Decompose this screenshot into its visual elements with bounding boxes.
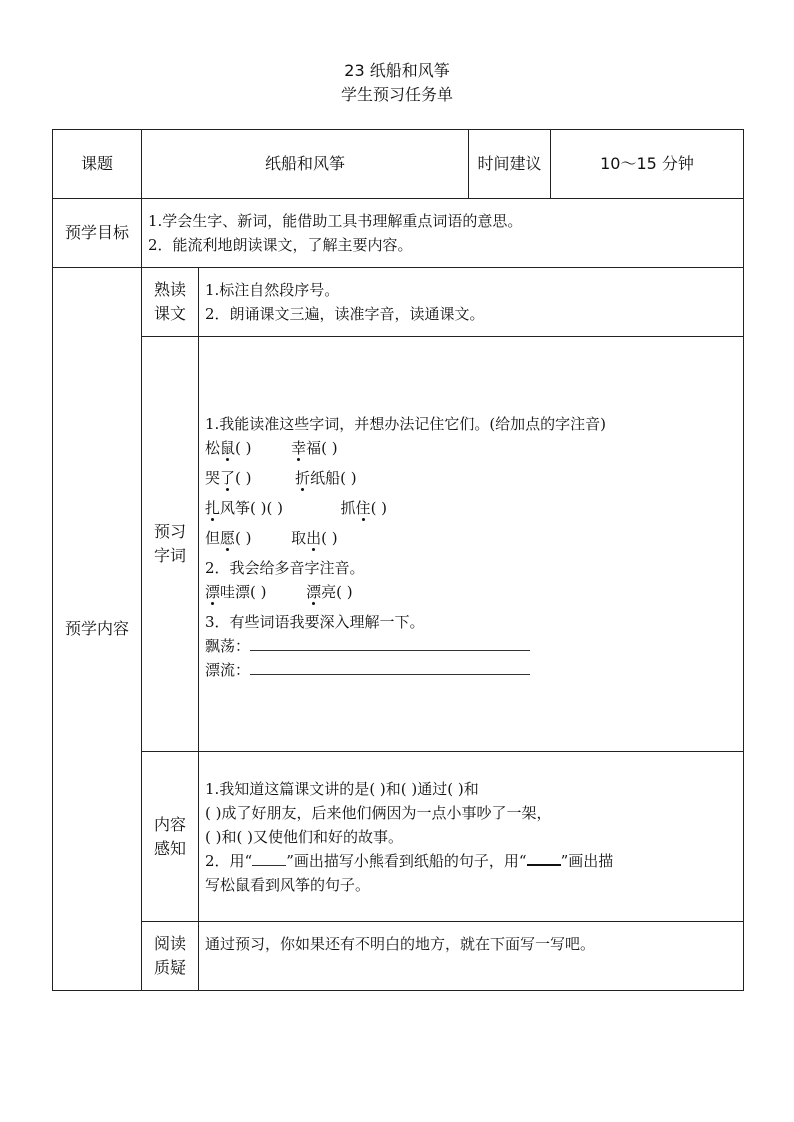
perception-line-2: ( )成了好朋友，后来他们俩因为一点小事吵了一架，: [205, 803, 552, 822]
polyphone-line: 漂哇漂( ) 漂亮( ): [205, 583, 353, 601]
perception-line-5: 写松鼠看到风筝的句子。: [205, 875, 371, 894]
reading-line-1: 1.标注自然段序号。: [205, 281, 340, 299]
word-line-1: 松鼠( ) 幸福( ): [205, 439, 338, 457]
dotted-char: 折: [295, 469, 311, 487]
dotted-char: 住: [355, 499, 371, 517]
topic-value: 纸船和风筝: [142, 130, 469, 199]
words-q1: 1.我能读准这些字词，并想办法记住它们。(给加点的字注音): [205, 415, 607, 433]
worksheet-subtitle: 学生预习任务单: [340, 85, 453, 104]
question-row: [53, 922, 744, 991]
time-value: 10～15 分钟: [551, 130, 744, 199]
reading-row: [53, 268, 744, 337]
perception-line-3: ( )和( )又使他们和好的故事。: [205, 827, 403, 846]
content-label: 预学内容: [53, 268, 142, 991]
dotted-char: 了: [220, 469, 236, 487]
goal-content: [142, 199, 744, 268]
goal-line-2: 2．能流利地朗读课文，了解主要内容。: [148, 236, 413, 254]
word-line-4: 但愿( ) 取出( ): [205, 529, 338, 547]
dotted-char: 扎: [205, 499, 221, 517]
words-row: [53, 337, 744, 752]
dotted-char: 愿: [220, 529, 236, 547]
thin-underline-symbol: [252, 853, 286, 866]
time-label: 时间建议: [469, 130, 551, 199]
dotted-char: 漂: [306, 583, 322, 601]
reading-content: [199, 268, 744, 337]
preview-task-table: [52, 129, 744, 991]
question-content[interactable]: [199, 922, 744, 991]
perception-line-4: 2．用“ ”画出描写小熊看到纸船的句子，用“ ”画出描: [205, 851, 614, 870]
perception-line-1: 1.我知道这篇课文讲的是( )和( )通过( )和: [205, 779, 479, 798]
reading-line-2: 2．朗诵课文三遍，读准字音，读通课文。: [205, 305, 485, 323]
word-line-2: 哭了( ) 折纸船( ): [205, 469, 357, 487]
words-content: [199, 337, 744, 752]
vocab-line-1: 飘荡：: [205, 634, 743, 658]
answer-underline[interactable]: [250, 658, 530, 675]
topic-row: [53, 130, 744, 199]
words-label: 预习字词: [142, 337, 199, 752]
goal-line-1: 1.学会生字、新词，能借助工具书理解重点词语的意思。: [148, 212, 523, 230]
question-label: 阅读质疑: [142, 922, 199, 991]
goal-label: 预学目标: [53, 199, 142, 268]
dotted-char: 漂: [205, 583, 221, 601]
dotted-char: 鼠: [220, 439, 236, 457]
goal-row: [53, 199, 744, 268]
perception-content: [199, 752, 744, 922]
word-line-3: 扎风筝( )( ) 抓住( ): [205, 499, 388, 517]
topic-label: 课题: [53, 130, 142, 199]
perception-label: 内容感知: [142, 752, 199, 922]
perception-row: [53, 752, 744, 922]
thick-underline-symbol: [527, 852, 561, 866]
words-q2: 2．我会给多音字注音。: [205, 559, 365, 577]
dotted-char: 出: [306, 529, 322, 547]
reading-label: 熟读课文: [142, 268, 199, 337]
worksheet-title: 23 纸船和风筝: [344, 61, 450, 80]
answer-underline[interactable]: [250, 634, 530, 651]
vocab-line-2: 漂流：: [205, 658, 743, 682]
words-q3: 3．有些词语我要深入理解一下。: [205, 613, 425, 631]
question-text: 通过预习，你如果还有不明白的地方，就在下面写一写吧。: [205, 935, 596, 953]
dotted-char: 幸: [291, 439, 307, 457]
